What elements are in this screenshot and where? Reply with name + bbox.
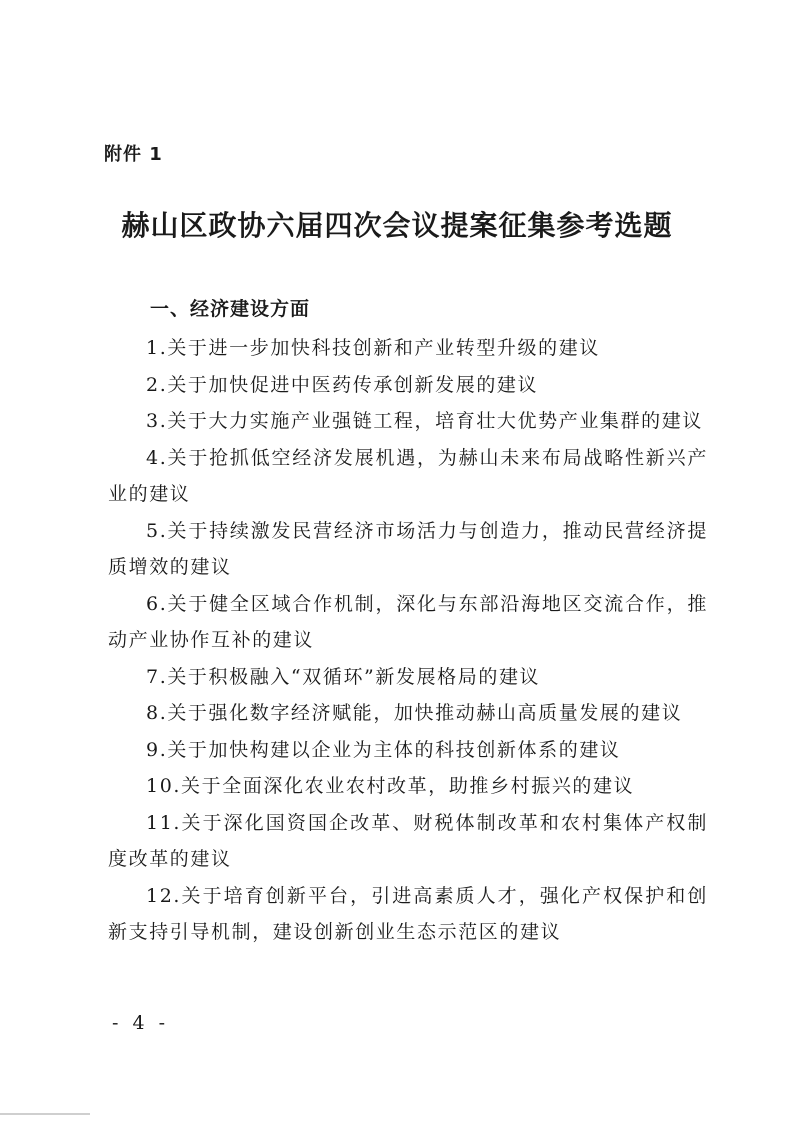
topic-item-2: 2.关于加快促进中医药传承创新发展的建议	[146, 373, 539, 396]
topic-item-12: 12.关于培育创新平台，引进高素质人才，强化产权保护和创新支持引导机制，建设创新创业生态示范区的建议	[108, 884, 708, 943]
section-heading: 一、经济建设方面	[150, 298, 311, 320]
topic-item-6: 6.关于健全区域合作机制，深化与东部沿海地区交流合作，推动产业协作互补的建议	[108, 592, 708, 651]
topic-item-11: 11.关于深化国资国企改革、财税体制改革和农村集体产权制度改革的建议	[108, 811, 708, 870]
topic-item-10: 10.关于全面深化农业农村改革，助推乡村振兴的建议	[146, 775, 635, 797]
topic-list	[108, 330, 708, 951]
topic-item-4: 4.关于抢抓低空经济发展机遇，为赫山未来布局战略性新兴产业的建议	[108, 446, 708, 505]
document-title: 赫山区政协六届四次会议提案征集参考选题	[121, 209, 673, 242]
topic-item-7: 7.关于积极融入“双循环”新发展格局的建议	[146, 665, 541, 688]
topic-item-5: 5.关于持续激发民营经济市场活力与创造力，推动民营经济提质增效的建议	[108, 519, 708, 578]
topic-item-8: 8.关于强化数字经济赋能，加快推动赫山高质量发展的建议	[146, 702, 683, 724]
page-number: - 4 -	[112, 1012, 170, 1034]
topic-item-9: 9.关于加快构建以企业为主体的科技创新体系的建议	[146, 738, 621, 761]
scan-edge-mark	[0, 1113, 90, 1115]
topic-item-1: 1.关于进一步加快科技创新和产业转型升级的建议	[146, 337, 600, 359]
topic-item-3: 3.关于大力实施产业强链工程，培育壮大优势产业集群的建议	[146, 410, 703, 432]
attachment-label: 附件 1	[104, 144, 163, 165]
